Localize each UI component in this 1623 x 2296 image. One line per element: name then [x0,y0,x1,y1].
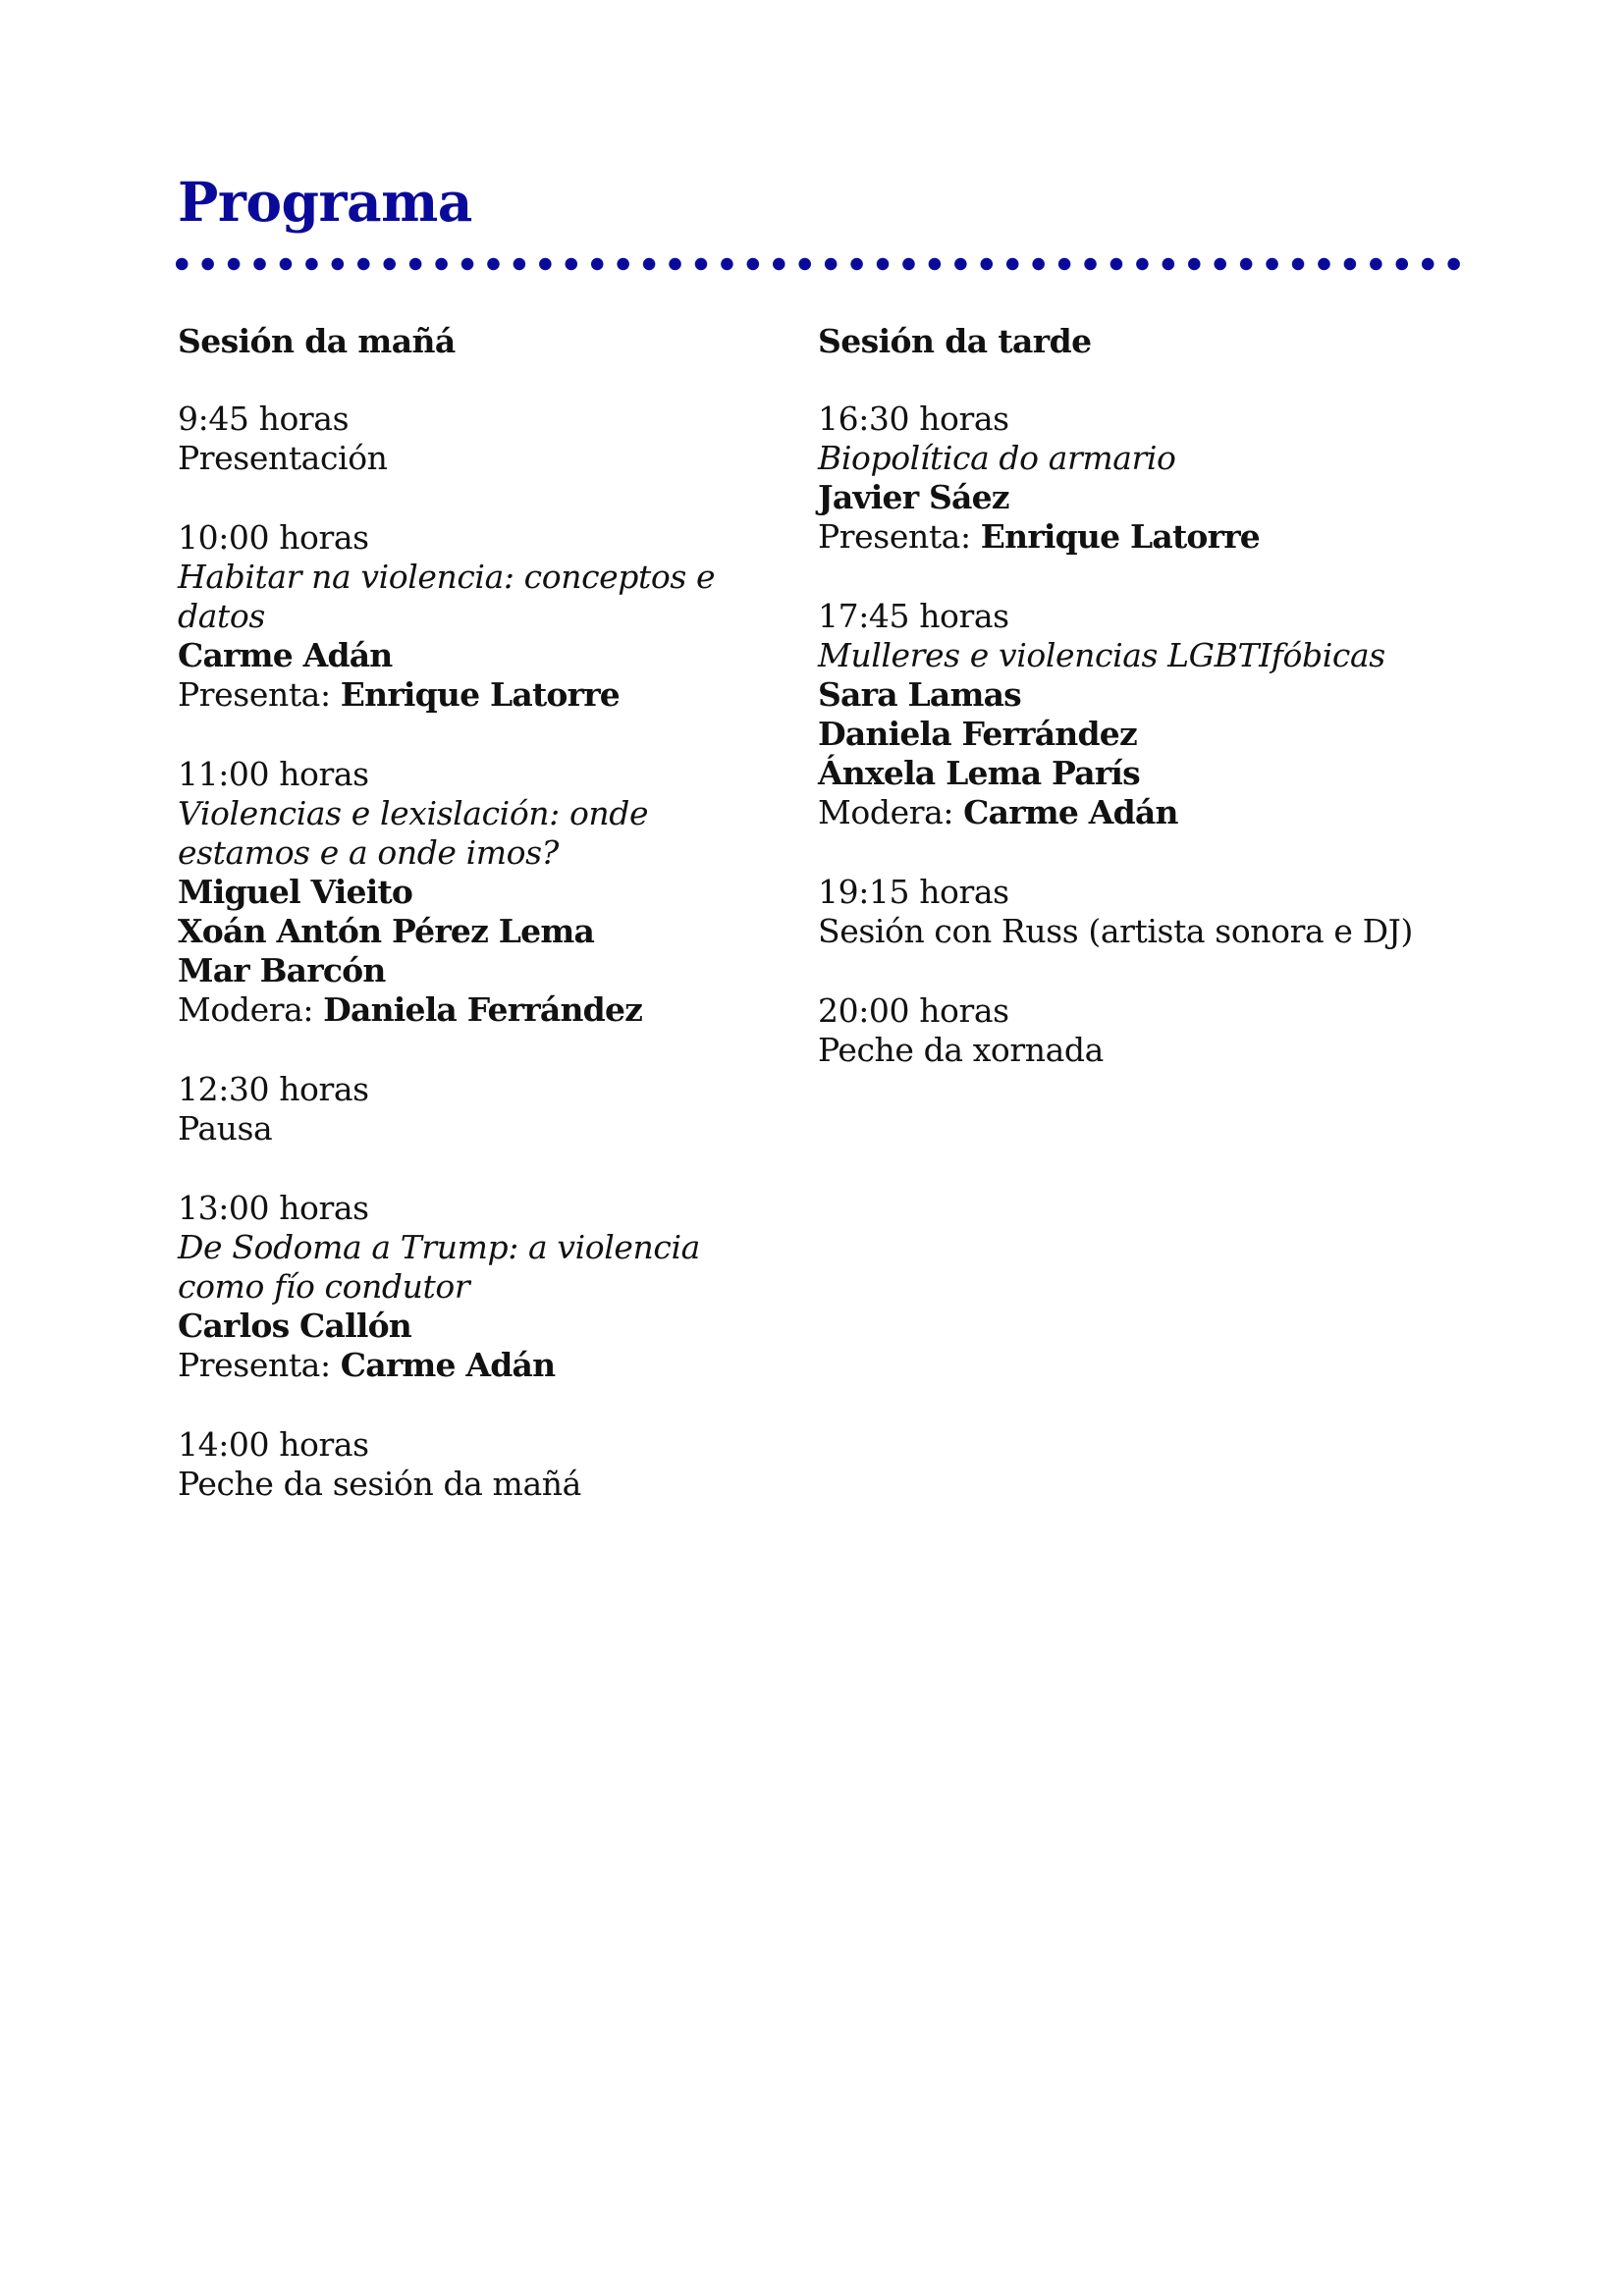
slot-time: 9:45 horas [178,400,350,438]
afternoon-session [818,319,1446,1110]
speaker-name: Javier Sáez [818,478,1009,516]
schedule-slot [818,400,1446,557]
morning-schedule [178,400,806,1504]
schedule-slot [818,873,1446,951]
role-name: Carme Adán [340,1346,556,1384]
role-name: Daniela Ferrández [323,990,643,1029]
role-line [178,990,806,1030]
role-line [178,675,806,715]
speaker-name: Sara Lamas [818,675,1021,714]
slot-time: 11:00 horas [178,755,369,793]
speaker-name: Carme Adán [178,636,393,674]
schedule-slot [178,1070,806,1148]
role-line [818,517,1446,557]
slot-time: 10:00 horas [178,518,369,557]
slot-text: Pausa [178,1109,273,1148]
speaker-name: Ánxela Lema París [818,754,1140,792]
slot-text: Peche da xornada [818,1031,1104,1069]
role-label: Presenta: [818,517,981,556]
schedule-slot [178,1189,806,1385]
schedule-slot [818,991,1446,1070]
slot-time: 16:30 horas [818,400,1009,438]
speaker-name: Mar Barcón [178,951,386,989]
afternoon-schedule [818,400,1446,1070]
role-name: Enrique Latorre [980,517,1261,556]
talk-title: Mulleres e violencias LGBTIfóbicas [818,636,1385,674]
slot-time: 19:15 horas [818,873,1009,911]
morning-session-title: Sesión da mañá [178,322,456,360]
slot-text: Sesión con Russ (artista sonora e DJ) [818,912,1413,950]
slot-text: Presentación [178,439,388,477]
role-name: Carme Adán [963,793,1178,831]
dotted-divider [169,256,1467,272]
morning-session [178,319,806,1544]
role-label: Modera: [818,793,964,831]
role-label: Modera: [178,990,324,1029]
afternoon-session-title: Sesión da tarde [818,322,1092,360]
slot-time: 17:45 horas [818,597,1009,635]
role-label: Presenta: [178,675,341,714]
talk-title: Biopolítica do armario [818,439,1176,477]
talk-title: Habitar na violencia: conceptos e datos [178,558,716,635]
schedule-slot [178,518,806,715]
speaker-name: Miguel Vieito [178,873,413,911]
page-title: Programa [178,170,472,234]
role-line [178,1346,806,1385]
schedule-slot [818,597,1446,832]
schedule-slot [178,400,806,478]
slot-time: 12:30 horas [178,1070,369,1108]
slot-time: 14:00 horas [178,1425,369,1464]
role-line [818,793,1446,832]
talk-title: De Sodoma a Trump: a violencia como fío condutor [178,1228,700,1306]
talk-title: Violencias e lexislación: onde estamos e a onde imos? [178,794,649,872]
role-label: Presenta: [178,1346,341,1384]
speaker-name: Xoán Antón Pérez Lema [178,912,595,950]
schedule-slot [178,1425,806,1504]
slot-time: 13:00 horas [178,1189,369,1227]
speaker-name: Daniela Ferrández [818,715,1137,753]
role-name: Enrique Latorre [340,675,621,714]
slot-text: Peche da sesión da mañá [178,1465,581,1503]
speaker-name: Carlos Callón [178,1307,411,1345]
slot-time: 20:00 horas [818,991,1009,1030]
schedule-slot [178,755,806,1030]
